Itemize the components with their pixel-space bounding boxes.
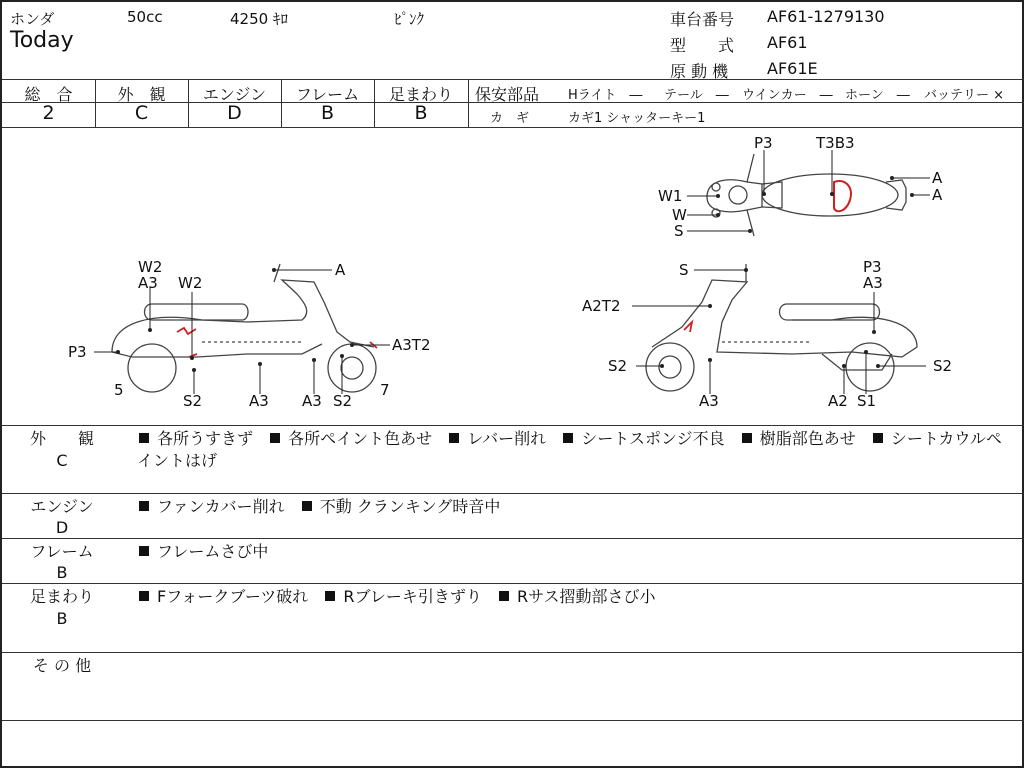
bullet-icon [139, 433, 149, 443]
diagram-label: S2 [608, 357, 628, 375]
note-item: ファンカバー削れ [157, 497, 285, 516]
bullet-icon [139, 501, 149, 511]
key-label: カ ギ [490, 111, 530, 126]
grade-value-frame: B [320, 102, 335, 124]
diagram-label: P3 [68, 343, 87, 361]
note-item: レバー削れ [467, 429, 547, 448]
diagram-label: S2 [933, 357, 953, 375]
parts-item-tail: テール ― [664, 88, 729, 103]
parts-item-headlight: Hライト ― [568, 88, 643, 103]
diagram-label: A2T2 [582, 297, 621, 315]
engine-label: 原 動 機 [670, 62, 729, 81]
bullet-icon [742, 433, 752, 443]
parts-item-winker: ウインカー ― [742, 88, 833, 103]
damage-diagram [2, 128, 1024, 424]
divider [2, 538, 1024, 539]
grade-label-overall: 総 合 [24, 85, 73, 104]
bullet-icon [449, 433, 459, 443]
section-other-label: そ の 他 [32, 656, 92, 675]
diagram-label: A3 [249, 392, 269, 410]
bullet-icon [873, 433, 883, 443]
frame-no: AF61-1279130 [767, 7, 885, 26]
bullet-icon [270, 433, 280, 443]
diagram-label: S [679, 261, 689, 279]
divider [2, 720, 1024, 721]
section-frame-grade: B [56, 563, 68, 582]
diagram-label: W1 [658, 187, 683, 205]
scooter-top-view [707, 154, 906, 236]
divider [468, 79, 469, 127]
grade-label-suspension: 足まわり [388, 85, 453, 104]
divider [2, 652, 1024, 653]
diagram-label: A3 [863, 274, 883, 292]
bullet-icon [139, 591, 149, 601]
bullet-icon [139, 546, 149, 556]
type-value: AF61 [767, 33, 808, 52]
key-value: カギ1 シャッターキー1 [568, 111, 706, 126]
diagram-label: W2 [178, 274, 203, 292]
parts-title: 保安部品 [475, 85, 540, 104]
grade-label-engine: エンジン [202, 85, 267, 104]
diagram-label: W [672, 206, 687, 224]
note-item: Rサス摺動部さび小 [516, 587, 656, 606]
diagram-label: A2 [828, 392, 848, 410]
section-suspension-label: 足まわり [29, 587, 94, 606]
diagram-label: A [932, 186, 943, 204]
diagram-label: S2 [183, 392, 203, 410]
divider [2, 425, 1024, 426]
frame-no-label: 車台番号 [670, 10, 735, 29]
type-label: 型 式 [670, 36, 735, 55]
note-item: 樹脂部色あせ [759, 429, 856, 448]
displacement: 50cc [127, 8, 163, 26]
divider [2, 493, 1024, 494]
mileage: 4250 ｷﾛ [230, 10, 288, 28]
bullet-icon [325, 591, 335, 601]
grade-value-suspension: B [414, 102, 428, 124]
grade-label-exterior: 外 観 [117, 85, 166, 104]
diagram-label: P3 [863, 258, 882, 276]
diagram-label: T3B3 [816, 134, 855, 152]
section-suspension-grade: B [56, 609, 68, 628]
engine-value: AF61E [767, 59, 818, 78]
diagram-label: A [335, 261, 346, 279]
diagram-label: A [932, 169, 943, 187]
grade-label-frame: フレーム [295, 85, 360, 104]
section-frame-items [137, 541, 1017, 563]
section-suspension-items [137, 586, 1017, 608]
section-exterior-grade: C [56, 451, 68, 470]
parts-item-battery: バッテリー × [924, 88, 1005, 103]
section-engine-items [137, 496, 1017, 518]
bullet-icon [302, 501, 312, 511]
note-item: フレームさび中 [157, 542, 269, 561]
note-item: Fフォークブーツ破れ [157, 587, 309, 606]
diagram-label: A3 [138, 274, 158, 292]
diagram-label: W2 [138, 258, 163, 276]
section-exterior-items [137, 428, 1017, 472]
grade-value-engine: D [227, 102, 242, 124]
parts-item-horn: ホーン ― [845, 88, 910, 103]
section-engine-label: エンジン [30, 497, 94, 516]
note-item: 各所ペイント色あせ [288, 429, 433, 448]
diagram-label: S1 [857, 392, 877, 410]
diagram-label: A3 [699, 392, 719, 410]
note-item: シートカウルペイントはげ [137, 429, 1002, 470]
note-item: 各所うすきず [157, 429, 254, 448]
grade-value-exterior: C [134, 102, 149, 124]
section-exterior-label: 外 観 [29, 429, 94, 448]
diagram-label: A3 [302, 392, 322, 410]
divider [2, 583, 1024, 584]
model-name: Today [10, 28, 74, 53]
grade-value-overall: 2 [42, 102, 55, 124]
note-item: Rブレーキ引きずり [343, 587, 482, 606]
bullet-icon [499, 591, 509, 601]
diagram-label: 5 [114, 381, 124, 399]
color: ﾋﾟﾝｸ [394, 10, 425, 28]
section-frame-label: フレーム [30, 542, 94, 561]
divider [2, 79, 1024, 80]
diagram-label: S2 [333, 392, 353, 410]
diagram-label: A3T2 [392, 336, 431, 354]
bullet-icon [563, 433, 573, 443]
diagram-label: 7 [380, 381, 390, 399]
diagram-label: S [674, 222, 684, 240]
note-item: シートスポンジ不良 [581, 429, 725, 448]
note-item: 不動 クランキング時音中 [319, 497, 501, 516]
section-engine-grade: D [55, 518, 69, 537]
maker: ホンダ [10, 10, 55, 28]
diagram-label: P3 [754, 134, 773, 152]
